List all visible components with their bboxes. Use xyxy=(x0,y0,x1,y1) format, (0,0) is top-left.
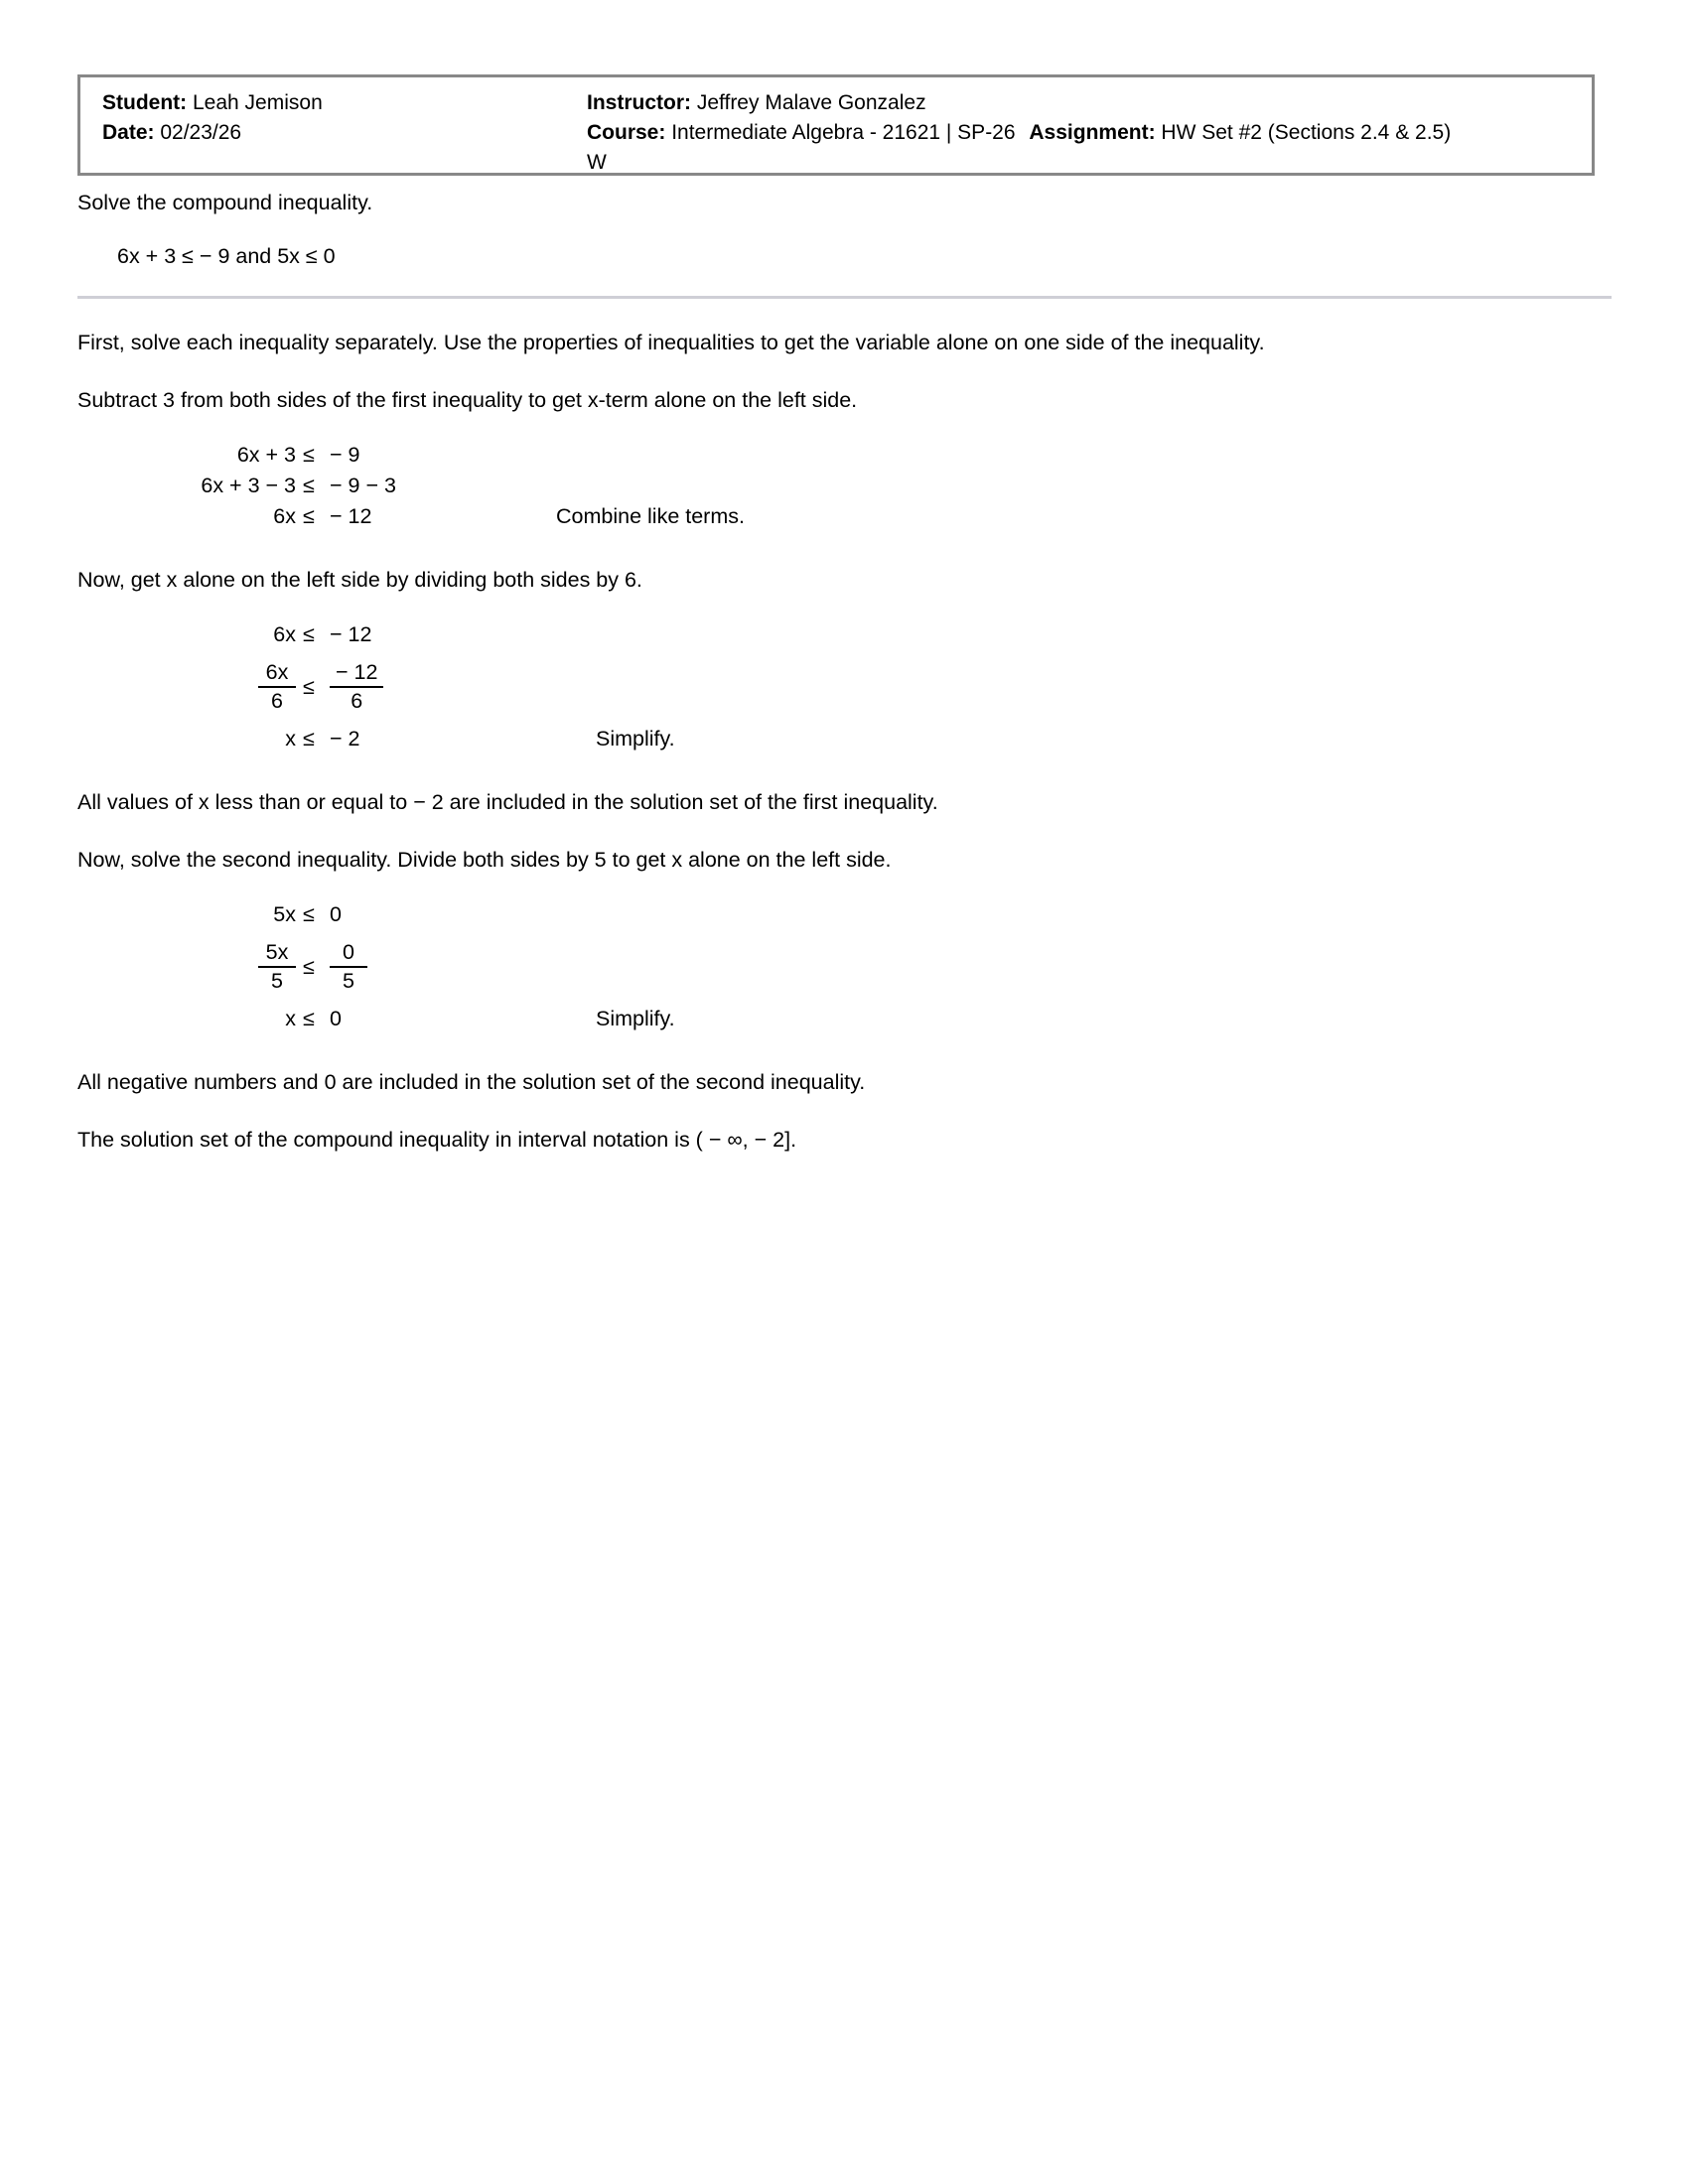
instructor-name: Jeffrey Malave Gonzalez xyxy=(696,91,926,114)
equation-rhs: − 2 xyxy=(330,727,360,751)
equation-lhs: 6x xyxy=(273,504,296,528)
spacer xyxy=(77,754,1613,788)
fraction-numerator: − 12 xyxy=(336,659,378,684)
assignment-label: Assignment: xyxy=(1029,121,1156,144)
fraction-denominator: 6 xyxy=(271,689,283,713)
inequality-operator: ≤ xyxy=(303,954,315,979)
course-info-block xyxy=(587,88,1451,178)
equation-row xyxy=(87,440,1613,471)
course-assignment-row xyxy=(587,118,1451,148)
equation-row xyxy=(87,471,1613,501)
problem-prompt: Solve the compound inequality. xyxy=(77,191,373,214)
inequality-operator: ≤ xyxy=(303,443,315,467)
inequality-operator: ≤ xyxy=(303,674,315,699)
spacer xyxy=(77,1034,1613,1068)
spacer xyxy=(77,874,1613,899)
assignment-value: HW Set #2 (Sections 2.4 & 2.5) xyxy=(1161,121,1452,144)
equation-row xyxy=(87,619,1613,650)
equation-note: Simplify. xyxy=(596,727,675,751)
header-trailing-text: W xyxy=(587,151,607,174)
fraction-numerator: 6x xyxy=(265,659,289,684)
final-answer: The solution set of the compound inequality in interval notation is ( − ∞, − 2]. xyxy=(77,1128,797,1152)
first-inequality-conclusion: All values of x less than or equal to − 2 are included in the solution set of the first inequality. xyxy=(77,790,938,814)
course-value: Intermediate Algebra - 21621 | SP-26 xyxy=(671,121,1016,144)
inequality-operator: ≤ xyxy=(303,474,315,497)
equation-row xyxy=(87,724,1613,754)
fraction xyxy=(330,939,367,993)
student-label: Student: xyxy=(102,91,188,114)
spacer xyxy=(77,299,1613,329)
solution-intro: First, solve each inequality separately. Use the properties of inequalities to get the variable alone on one side of the inequality. xyxy=(77,331,1265,354)
fraction-rhs xyxy=(322,939,471,993)
step2-equation-block xyxy=(77,619,1613,754)
spacer xyxy=(77,1096,1613,1126)
fraction xyxy=(330,659,383,713)
equation-rhs: 0 xyxy=(330,1007,342,1030)
fraction xyxy=(258,939,296,993)
second-inequality-conclusion: All negative numbers and 0 are included in the solution set of the second inequality. xyxy=(77,1070,866,1094)
course-label: Course: xyxy=(587,121,666,144)
instructor-row xyxy=(587,88,1451,118)
spacer xyxy=(77,356,1613,386)
spacer xyxy=(77,216,1613,242)
inequality-operator: ≤ xyxy=(303,727,315,751)
step1-instruction: Subtract 3 from both sides of the first inequality to get x-term alone on the left side. xyxy=(77,388,858,412)
equation-lhs: x xyxy=(285,1007,296,1030)
step2-instruction: Now, get x alone on the left side by dividing both sides by 6. xyxy=(77,568,642,592)
assignment-header-box xyxy=(77,74,1595,176)
step1-equation-block xyxy=(77,440,1613,532)
step3-equation-block xyxy=(77,899,1613,1034)
date-value: 02/23/26 xyxy=(160,121,242,144)
equation-lhs: 6x + 3 − 3 xyxy=(201,474,296,497)
solution-content xyxy=(77,189,1613,1154)
instructor-label: Instructor: xyxy=(587,91,691,114)
step3-instruction: Now, solve the second inequality. Divide both sides by 5 to get x alone on the left side. xyxy=(77,848,892,872)
fraction-equation-row xyxy=(87,930,1613,1004)
student-name: Leah Jemison xyxy=(193,91,323,114)
problem-statement: 6x + 3 ≤ − 9 and 5x ≤ 0 xyxy=(117,244,336,268)
equation-rhs: − 12 xyxy=(330,622,372,646)
fraction-lhs xyxy=(87,659,296,713)
spacer xyxy=(77,414,1613,440)
fraction-numerator: 0 xyxy=(343,939,354,964)
spacer xyxy=(77,270,1613,296)
equation-row xyxy=(87,1004,1613,1034)
student-info-block xyxy=(102,88,323,148)
fraction-denominator: 5 xyxy=(343,969,354,993)
equation-rhs: − 12 xyxy=(330,504,372,528)
equation-lhs: 5x xyxy=(273,902,296,926)
fraction-denominator: 6 xyxy=(351,689,363,713)
equation-note: Combine like terms. xyxy=(556,504,745,528)
fraction-equation-row xyxy=(87,650,1613,724)
equation-lhs: 6x xyxy=(273,622,296,646)
inequality-operator: ≤ xyxy=(303,1007,315,1030)
student-row xyxy=(102,88,323,118)
fraction-lhs xyxy=(87,939,296,993)
equation-lhs: x xyxy=(285,727,296,751)
fraction-numerator: 5x xyxy=(265,939,289,964)
spacer xyxy=(77,816,1613,846)
equation-lhs: 6x + 3 xyxy=(236,443,296,467)
fraction-denominator: 5 xyxy=(271,969,283,993)
inequality-operator: ≤ xyxy=(303,504,315,528)
spacer xyxy=(77,532,1613,566)
fraction-rhs xyxy=(322,659,471,713)
equation-note: Simplify. xyxy=(596,1007,675,1030)
date-label: Date: xyxy=(102,121,155,144)
date-row xyxy=(102,118,323,148)
inequality-operator: ≤ xyxy=(303,622,315,646)
equation-row xyxy=(87,501,1613,532)
equation-row xyxy=(87,899,1613,930)
fraction xyxy=(258,659,296,713)
equation-rhs: 0 xyxy=(330,902,342,926)
spacer xyxy=(77,594,1613,619)
inequality-operator: ≤ xyxy=(303,902,315,926)
equation-rhs: − 9 − 3 xyxy=(330,474,396,497)
equation-rhs: − 9 xyxy=(330,443,360,467)
